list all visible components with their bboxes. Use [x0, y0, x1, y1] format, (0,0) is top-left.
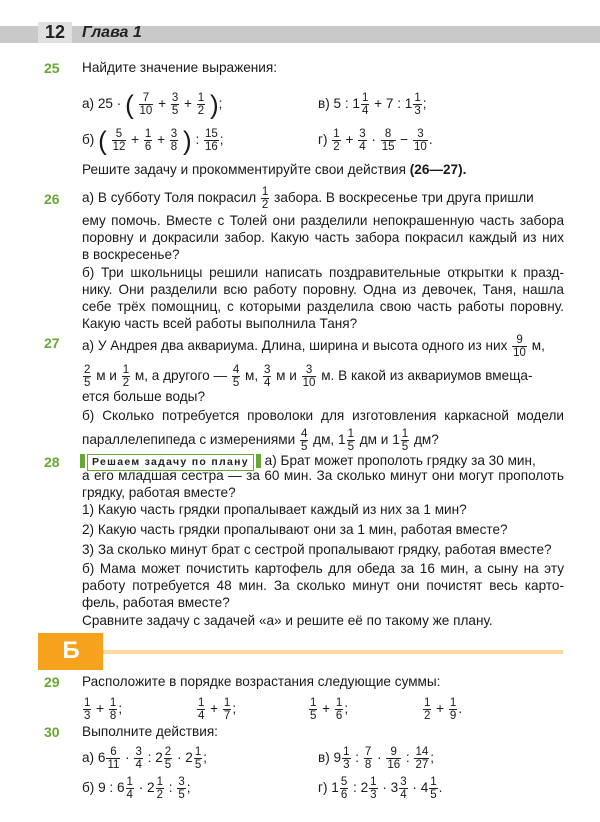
expr-25b: б) ( $\frac{5}{12}$ + $\frac{1}{6}$ + $\frac{3}{8}$ ) : $\frac{15}{16}$ ; — [82, 125, 224, 156]
expr-30v: в) 9 $\frac{1}{3}$ : $\frac{7}{8}$ · $\frac{9}{16}$ : $\frac{14}{27}$ ; — [318, 746, 435, 771]
expr-30g: г) 1 $\frac{5}{6}$ : 2 $\frac{1}{3}$ · 3 $\frac{3}{4}$ · 4 $\frac{1}{5}$ . — [318, 776, 443, 801]
p28-line-1: Решаем задачу по плану а) Брат может прополоть грядку за 30 мин, — [80, 452, 536, 471]
p27-line-2: $\frac{2}{5}$ м и $\frac{1}{2}$ м, а другого — $\frac{4}{5}$ м, $\frac{3}{4}$ м и $\frac{3}{10}$ м. В какой из аквариумов вмеща- — [84, 364, 533, 389]
p27-line-3: ется больше воды? — [82, 389, 206, 404]
problem-29-text: Расположите в порядке возрастания следующие суммы: — [82, 674, 441, 689]
p26-line-5: б) Три школьницы решили написать поздравительные открытки к празд- — [82, 265, 564, 280]
expr-25v: в) 5 : 1 $\frac{1}{4}$ + 7 : 1 $\frac{1}{3}$ ; — [318, 92, 427, 117]
instruction: Решите задачу и прокомментируйте свои действия (26—27). — [82, 162, 467, 177]
problem-number-26: 26 — [44, 191, 60, 207]
page-number: 12 — [38, 22, 72, 43]
p28-b1: б) Мама может почистить картофель для обеда за 16 мин, а сыну на эту — [82, 561, 564, 576]
plan-badge: Решаем задачу по плану — [87, 454, 254, 471]
period: . — [428, 132, 433, 148]
p26-line-8: Какую часть всей работы выполнила Таня? — [82, 316, 358, 331]
sum-1: $\frac{1}{3}$ + $\frac{1}{8}$ ; — [84, 697, 123, 722]
problem-number-30: 30 — [44, 724, 60, 740]
p28-b3: фель, работая вместе? — [82, 595, 230, 610]
p26-line-7: себе трёх помощниц, с которыми разделила свою часть работы поровну. — [82, 299, 564, 314]
sum-2: $\frac{1}{4}$ + $\frac{1}{7}$ ; — [198, 697, 237, 722]
sum-3: $\frac{1}{5}$ + $\frac{1}{6}$ ; — [310, 697, 349, 722]
p28-q3: 3) За сколько минут брат с сестрой пропалывают грядку, работая вместе? — [82, 542, 552, 557]
problem-number-25: 25 — [44, 60, 60, 76]
expr-30b: б) 9 : 6 $\frac{1}{4}$ · 2 $\frac{1}{2}$ : $\frac{3}{5}$ ; — [82, 776, 191, 801]
p28-b2: работу потребуется 48 мин. За сколько минут они почистят весь карто- — [82, 578, 564, 593]
p26-line-6: нику. Они разделили всю работу поровну. Одна из девочек, Таня, нашла — [82, 282, 564, 297]
level-divider — [103, 650, 563, 654]
expr-25g: г) $\frac{1}{2}$ + $\frac{3}{4}$ · $\frac{8}{15}$ − $\frac{3}{10}$ . — [318, 128, 433, 153]
level-marker — [38, 633, 103, 670]
sum-4: $\frac{1}{2}$ + $\frac{1}{9}$ . — [424, 697, 463, 722]
p28-line-2: а его младшая сестра — за 60 мин. За сколько минут они могут прополоть — [82, 468, 564, 483]
fraction: $\frac{7}{10}$ — [139, 92, 153, 117]
level-letter: Б — [62, 637, 80, 664]
expr-30a: а) 6 $\frac{6}{11}$ · $\frac{3}{4}$ : 2 $\frac{2}{5}$ · 2 $\frac{1}{5}$ ; — [82, 746, 208, 771]
p28-line-3: грядку, работая вместе? — [82, 485, 236, 500]
p26-line-2: ему помочь. Вместе с Толей они разделили непокрашенную часть забора — [82, 213, 564, 228]
problem-25-text: Найдите значение выражения: — [82, 60, 277, 75]
expr-25a: а) 25 · ( $\frac{7}{10}$ + $\frac{3}{5}$ + $\frac{1}{2}$ ); — [82, 89, 223, 120]
p26-line-1: а) В субботу Толя покрасил $\frac{1}{2}$ забора. В воскресенье три друга пришли — [82, 186, 534, 211]
p27-line-4: б) Сколько потребуется проволоки для изготовления каркасной модели — [82, 408, 564, 423]
p28-q2: 2) Какую часть грядки пропалывают они за 1 мин, работая вместе? — [82, 522, 508, 537]
p26-line-4: в воскресенье? — [82, 247, 180, 262]
problem-number-29: 29 — [44, 674, 60, 690]
chapter-title: Глава 1 — [82, 24, 142, 41]
problem-number-28: 28 — [44, 454, 60, 470]
p26-line-3: поровну и докрасили забор. Какую часть забора покрасил каждый из них — [82, 230, 564, 245]
p28-compare: Сравните задачу с задачей «а» и решите её по такому же плану. — [82, 613, 493, 628]
problem-number-27: 27 — [44, 335, 60, 351]
p28-q1: 1) Какую часть грядки пропалывает каждый из них за 1 мин? — [82, 502, 467, 517]
problem-30-text: Выполните действия: — [82, 724, 218, 739]
p27-line-1: а) У Андрея два аквариума. Длина, ширина и высота одного из них $\frac{9}{10}$ м, — [82, 334, 545, 359]
page-header — [0, 0, 600, 44]
p27-line-5: параллелепипеда с измерениями $\frac{4}{5}$ дм, 1 $\frac{1}{5}$ дм и 1 $\frac{1}{5}$ дм? — [82, 428, 439, 453]
